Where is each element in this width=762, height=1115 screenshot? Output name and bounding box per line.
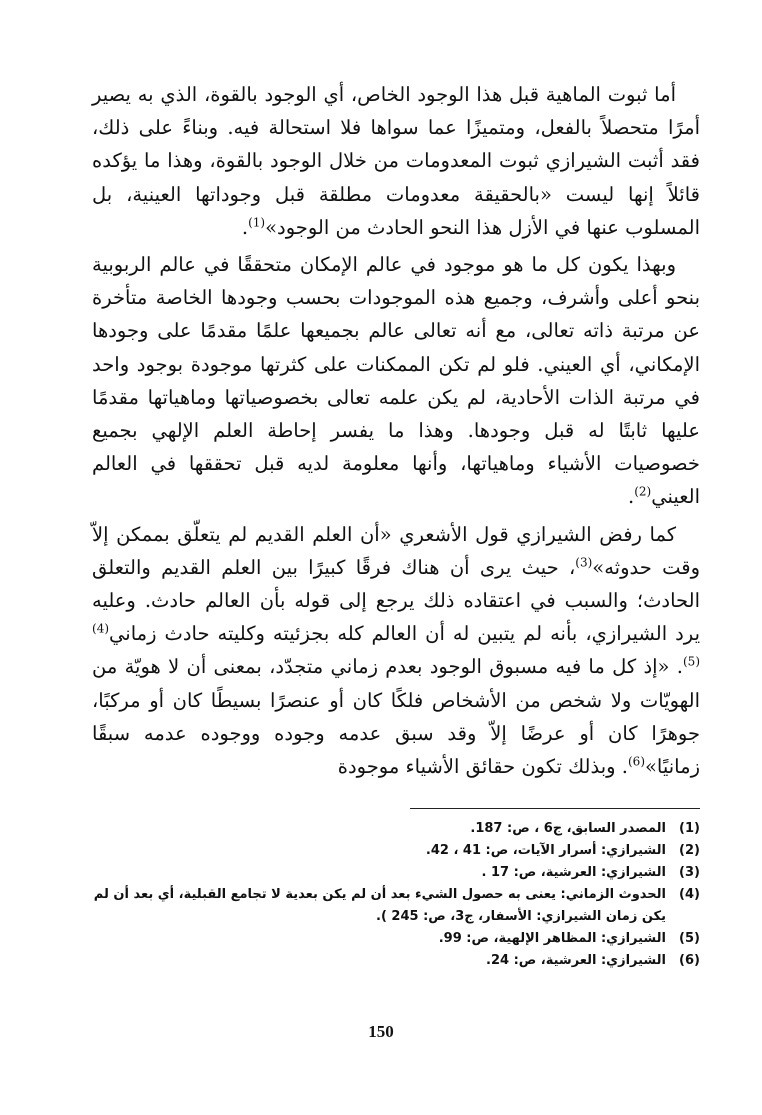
- paragraph-text: ، حيث يرى أن هناك فرقًا كبيرًا بين العلم القديم والتعلق الحادث؛ والسبب في اعتقاده ذلك يرجع إلى قوله بأن العالم حادث. وعليه يرد الشيرازي، بأنه لم يتبين له أن العالم كله بجزئيته وكليته حادث زماني: [92, 555, 700, 646]
- body-text: [92, 78, 700, 783]
- paragraph-text: وبهذا يكون كل ما هو موجود في عالم الإمكان متحققًا في عالم الربوبية بنحو أعلى وأشرف، وجميع هذه الموجودات بحسب وجودها الخاصة متأخرة عن مرتبة ذاته تعالى، مع أنه تعالى عالم بجميعها علمًا مقدمًا على وجودها الإمكاني، أي العيني. فلو لم تكن الممكنات على كثرتها موجودة بوجود واحد في مرتبة الذات الأحادية، لم يكن علمه تعالى بخصوصياتها وماهياتها مقدمًا عليها ثابتًا له قبل وجودها. وهذا ما يفسر إحاطة العلم الإلهي بجميع خصوصيات الأشياء وماهياتها، وأنها معلومة لديه قبل تحققها في العالم العيني: [92, 253, 700, 509]
- paragraph: [92, 248, 700, 514]
- footnote-item: [92, 862, 700, 884]
- footnote-number: (5): [679, 931, 700, 946]
- footnote-reference: (2): [634, 484, 652, 499]
- page-number: 150: [368, 1022, 394, 1041]
- paragraph-text: كما رفض الشيرازي قول الأشعري «أن العلم القديم لم يتعلّق بممكن إلاّ وقت حدوثه»: [92, 522, 700, 579]
- paragraph-text: . «إذ كل ما فيه مسبوق الوجود بعدم زماني متجدّد، بمعنى أن لا هويّة من الهويّات ولا شخص من الأشخاص فلكًا كان أو عنصرًا بسيطًا كان أو مركبًا، جوهرًا كان أو عرضًا إلاّ وقد سبق عدمه وجوده ووجوده عدمه سبقًا زمانيًا»: [92, 655, 700, 779]
- footnote-number: (6): [679, 953, 700, 968]
- paragraph-text: أما ثبوت الماهية قبل هذا الوجود الخاص، أي الوجود بالقوة، الذي به يصير أمرًا متحصلاً بالفعل، ومتميزًا عما سواها فلا استحالة فيه. وبناءً على ذلك، فقد أثبت الشيرازي ثبوت المعدومات من خلال الوجود بالقوة، وهذا ما يؤكده قائلاً إنها ليست «بالحقيقة معدومات مطلقة قبل وجوداتها العينية، بل المسلوب عنها في الأزل هذا النحو الحادث من الوجود»: [92, 83, 700, 239]
- footnote-text: الشيرازي: أسرار الآيات، ص: 41 ، 42.: [425, 843, 666, 858]
- footnote-reference: (3): [575, 555, 593, 570]
- footnote-item: [92, 818, 700, 840]
- footnote-text: المصدر السابق، ج6 ، ص: 187.: [470, 821, 666, 836]
- footnote-item: [92, 950, 700, 972]
- footnote-number: (3): [679, 865, 700, 880]
- footnote-number: (2): [679, 843, 700, 858]
- footnote-reference: (6): [627, 754, 645, 769]
- paragraph-text: .: [627, 485, 635, 509]
- paragraph: [92, 78, 700, 244]
- footnote-text: الشيرازي: العرشية، ص: 17 .: [481, 865, 666, 880]
- footnote-number: (4): [679, 887, 700, 902]
- paragraph-text: . وبذلك تكون حقائق الأشياء موجودة: [337, 755, 628, 779]
- footnote-text: الشيرازي: العرشية، ص: 24.: [486, 953, 666, 968]
- footnote-item: [92, 840, 700, 862]
- footnote-reference: (4) (5): [92, 621, 700, 669]
- footnote-item: [92, 884, 700, 928]
- paragraph-text: .: [241, 215, 249, 239]
- footnote-reference: (1): [248, 215, 266, 230]
- paragraph: [92, 518, 700, 784]
- footnote-divider: [410, 808, 700, 809]
- footnote-text: الشيرازي: المظاهر الإلهية، ص: 99.: [438, 931, 666, 946]
- footnote-text: الحدوث الزماني: يعنى به حصول الشيء بعد أن لم يكن بعدية لا تجامع القبلية، أي بعد أن لم يكن زمان الشيرازي: الأسفار، ج3، ص: 245 ).: [93, 887, 666, 924]
- footnote-item: [92, 928, 700, 950]
- footnote-number: (1): [679, 821, 700, 836]
- footnotes-list: [92, 818, 700, 972]
